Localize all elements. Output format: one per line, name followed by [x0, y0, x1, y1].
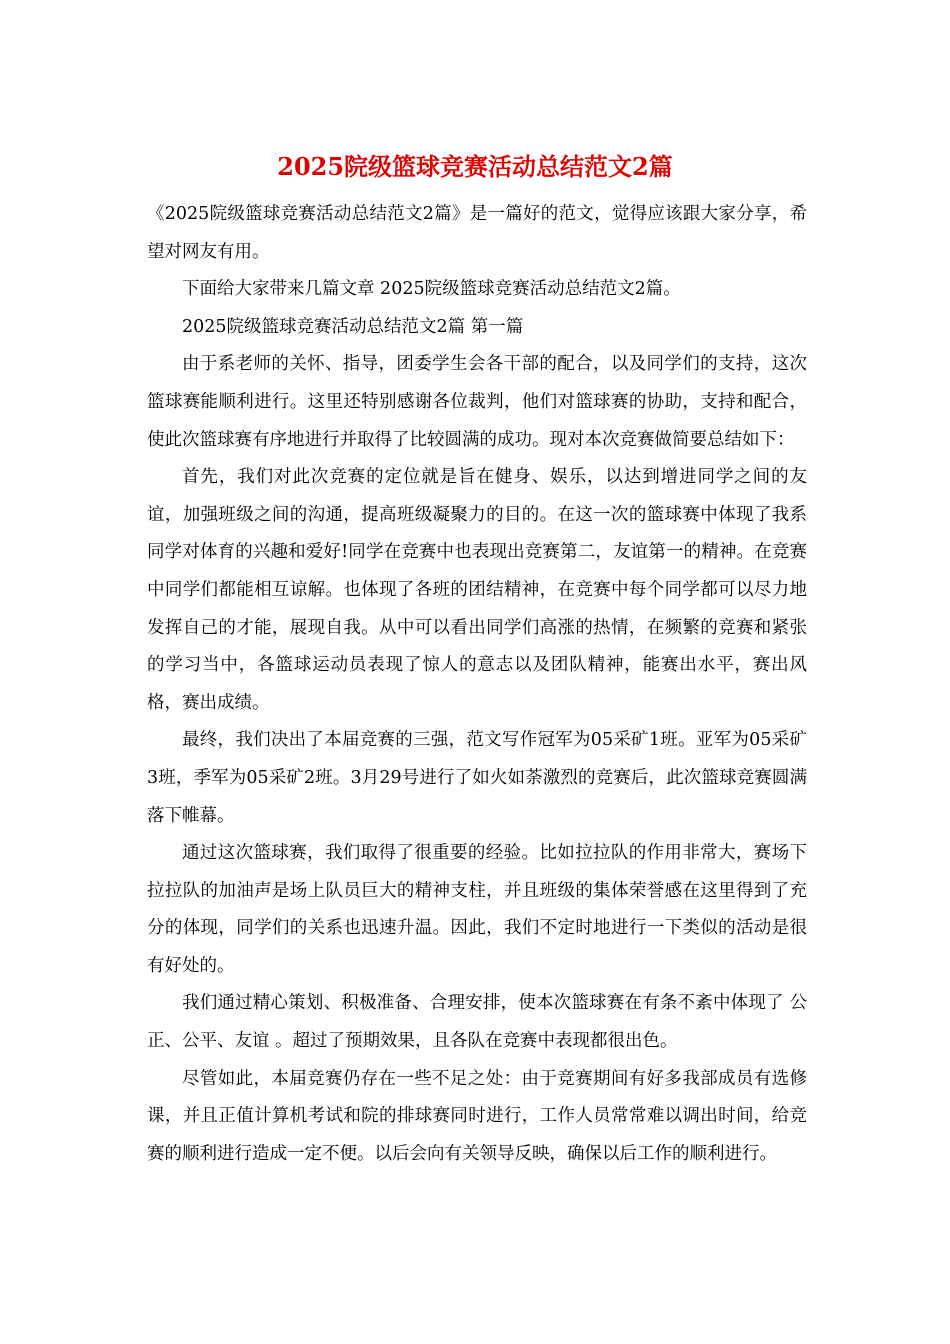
lead-paragraph: 下面给大家带来几篇文章 2025院级篮球竞赛活动总结范文2篇。 [182, 279, 681, 300]
body-paragraph: 首先，我们对此次竞赛的定位就是旨在健身、娱乐，以达到增进同学之间的友谊，加强班级之间的沟通，提高班级凝聚力的目的。在这一次的篮球赛中体现了我系同学对体育的兴趣和爱好!同学在竞赛中也表现出竞赛第二，友谊第一的精神。在竞赛中同学们都能相互谅解。也体现了各班的团结精神，在竞赛中每个同学都可以尽力地发挥自己的才能，展现自我。从中可以看出同学们高涨的热情，在频繁的竞赛和紧张的学习当中，各篮球运动员表现了惊人的意志以及团队精神，能赛出水平，赛出风格，赛出成绩。 [147, 467, 807, 713]
body-paragraph: 尽管如此，本届竞赛仍存在一些不足之处：由于竞赛期间有好多我部成员有选修课，并且正值计算机考试和院的排球赛同时进行，工作人员常常难以调出时间，给竞赛的顺利进行造成一定不便。以后会向有关领导反映，确保以后工作的顺利进行。 [147, 1068, 807, 1164]
document-title: 2025院级篮球竞赛活动总结范文2篇 [277, 152, 673, 181]
body-paragraph: 最终，我们决出了本届竞赛的三强，范文写作冠军为05采矿1班。亚军为05采矿3班，季军为05采矿2班。3月29号进行了如火如荼激烈的竞赛后，此次篮球竞赛圆满落下帷幕。 [147, 730, 807, 826]
body-paragraph: 由于系老师的关怀、指导，团委学生会各干部的配合，以及同学们的支持，这次篮球赛能顺利进行。这里还特别感谢各位裁判，他们对篮球赛的协助，支持和配合，使此次篮球赛有序地进行并取得了比较圆满的成功。现对本次竞赛做简要总结如下： [147, 354, 807, 450]
document-body [147, 196, 807, 1173]
section-heading: 2025院级篮球竞赛活动总结范文2篇 第一篇 [182, 316, 524, 337]
body-paragraph: 通过这次篮球赛，我们取得了很重要的经验。比如拉拉队的作用非常大，赛场下拉拉队的加油声是场上队员巨大的精神支柱，并且班级的集体荣誉感在这里得到了充分的体现，同学们的关系也迅速升温。因此，我们不定时地进行一下类似的活动是很有好处的。 [147, 843, 807, 976]
body-paragraph: 我们通过精心策划、积极准备、合理安排，使本次篮球赛在有条不紊中体现了 公正、公平、友谊 。超过了预期效果，且各队在竞赛中表现都很出色。 [147, 993, 807, 1052]
intro-paragraph: 《2025院级篮球竞赛活动总结范文2篇》是一篇好的范文，觉得应该跟大家分享，希望对网友有用。 [147, 204, 807, 262]
